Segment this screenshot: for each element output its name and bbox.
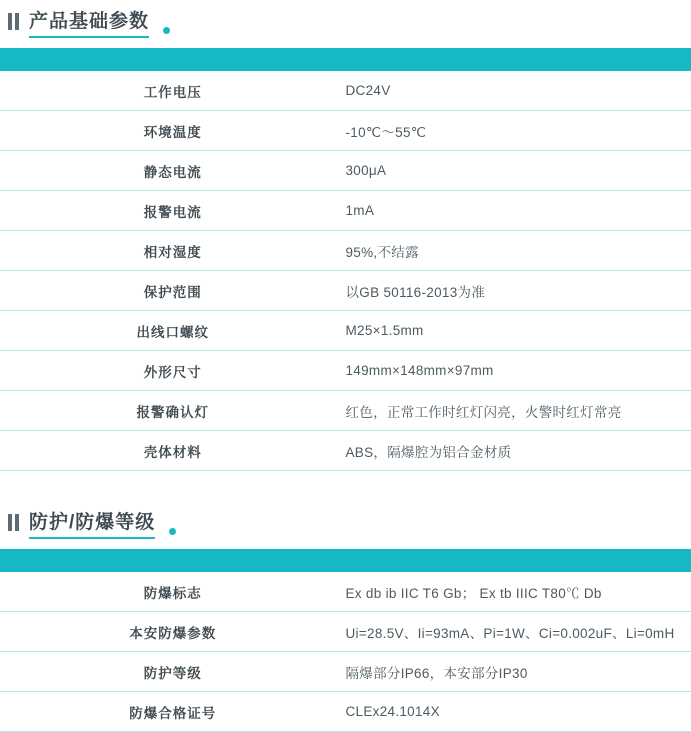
table-row [0, 391, 691, 431]
row-label: 本安防爆参数 [0, 612, 346, 652]
row-value: 红色，正常工作时红灯闪亮，火警时红灯常亮 [346, 391, 691, 431]
table-row [0, 231, 691, 271]
row-label: 防爆合格证号 [0, 692, 346, 732]
table-row [0, 191, 691, 231]
table-header-cell-left [0, 549, 346, 572]
table-row [0, 111, 691, 151]
row-label: 防护等级 [0, 652, 346, 692]
row-label: 壳体材料 [0, 431, 346, 471]
table-header-cell-left [0, 48, 346, 71]
section-heading [0, 0, 691, 38]
section-title: 产品基础参数 [29, 12, 149, 38]
dot-icon [163, 27, 170, 34]
table-header-bar [0, 48, 691, 71]
row-label: 环境温度 [0, 111, 346, 151]
row-value: DC24V [346, 71, 691, 111]
table-row [0, 572, 691, 612]
row-value: -10℃～55℃ [346, 111, 691, 151]
specs-table-protection [0, 549, 691, 732]
row-label: 相对湿度 [0, 231, 346, 271]
row-label: 出线口螺纹 [0, 311, 346, 351]
table-row [0, 311, 691, 351]
table-row [0, 151, 691, 191]
dot-icon [169, 528, 176, 535]
table-row [0, 71, 691, 111]
table-row [0, 431, 691, 471]
row-value: CLEx24.1014X [346, 692, 691, 732]
table-row [0, 652, 691, 692]
section-title: 防护/防爆等级 [29, 513, 155, 539]
row-label: 报警电流 [0, 191, 346, 231]
row-value: 95%,不结露 [346, 231, 691, 271]
table-row [0, 351, 691, 391]
table-header-bar [0, 549, 691, 572]
table-row [0, 612, 691, 652]
row-value: ABS，隔爆腔为铝合金材质 [346, 431, 691, 471]
double-bar-icon [8, 514, 19, 531]
row-value: Ui=28.5V、Ii=93mA、Pi=1W、Ci=0.002uF、Li=0mH [346, 612, 691, 652]
row-value: 以GB 50116-2013为准 [346, 271, 691, 311]
row-label: 工作电压 [0, 71, 346, 111]
table-header-cell-right [346, 48, 691, 71]
row-label: 防爆标志 [0, 572, 346, 612]
section-heading [0, 501, 691, 539]
double-bar-icon [8, 13, 19, 30]
row-label: 报警确认灯 [0, 391, 346, 431]
row-value: Ex db ib IIC T6 Gb； Ex tb IIIC T80℃ Db [346, 572, 691, 612]
section-protection-explosion-grade [0, 501, 691, 732]
table-header-cell-right [346, 549, 691, 572]
row-value: M25×1.5mm [346, 311, 691, 351]
row-value: 1mA [346, 191, 691, 231]
row-label: 保护范围 [0, 271, 346, 311]
section-gap [0, 471, 691, 501]
row-label: 静态电流 [0, 151, 346, 191]
table-row [0, 271, 691, 311]
row-label: 外形尺寸 [0, 351, 346, 391]
specs-table-basic [0, 48, 691, 471]
row-value: 隔爆部分IP66，本安部分IP30 [346, 652, 691, 692]
row-value: 149mm×148mm×97mm [346, 351, 691, 391]
row-value: 300μA [346, 151, 691, 191]
